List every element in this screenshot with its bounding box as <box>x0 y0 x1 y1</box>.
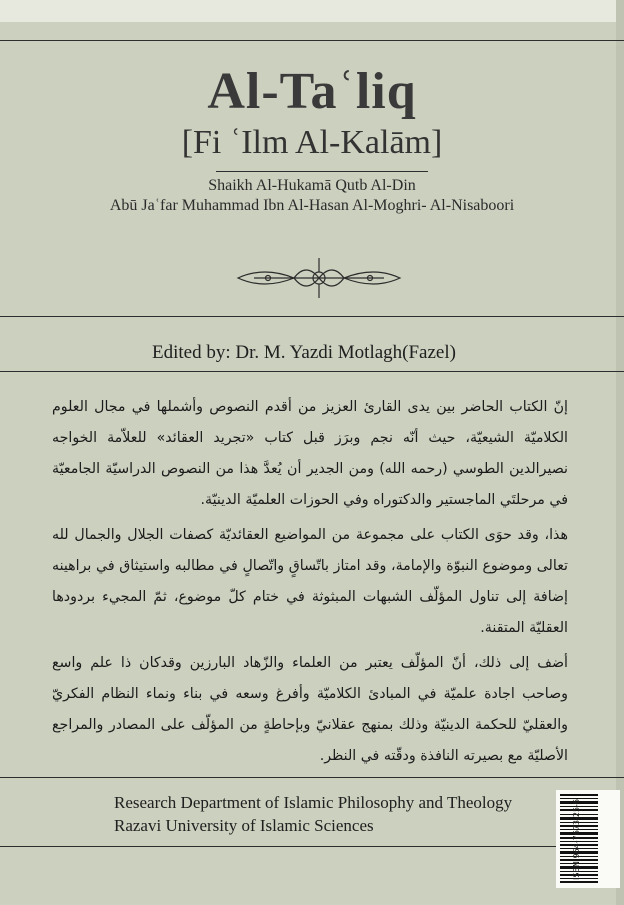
ornament-icon <box>234 256 404 300</box>
author-separator-rule <box>216 171 428 172</box>
mid-rule-2 <box>0 371 624 372</box>
author-line-2: Abū Jaʿfar Muhammad Ibn Al-Hasan Al-Moghri- Al-Nisaboori <box>109 197 515 214</box>
editor-credit: Edited by: Dr. M. Yazdi Motlagh(Fazel) <box>152 342 456 363</box>
top-rule <box>0 40 624 41</box>
book-subtitle: [Fi ʿIlm Al-Kalām] <box>181 124 443 161</box>
bottom-rule-1 <box>0 777 624 778</box>
bottom-rule-2 <box>0 846 556 847</box>
isbn-label: ISBN 964-7673-25-6 <box>572 798 581 880</box>
mid-rule-1 <box>0 316 624 317</box>
description-paragraph-2: هذا، وقد حوَى الكتاب على مجموعة من المواضيع العقائديّة كصفات الجلال والجمال لله تعالى وموضوع النبوّة والإمامة، وقد امتاز باتّساقٍ واتّصالٍ في مطالبه واستيثاق في براهينه إضافة إلى تناول المؤلّف الشبهات المبثوثة في ختام كلّ موضوع، ثمّ المجيء بردودها العقليّة المتقنة. <box>52 527 568 636</box>
publisher-line-2: Razavi University of Islamic Sciences <box>114 816 374 835</box>
publisher-line-1: Research Department of Islamic Philosophy and Theology <box>114 793 513 812</box>
cover-top-edge <box>0 0 624 22</box>
author-line-1: Shaikh Al-Hukamā Qutb Al-Din <box>208 177 416 194</box>
book-title: Al-Taʿliq <box>207 63 417 120</box>
barcode-icon <box>556 790 620 888</box>
description-paragraph-3: أضف إلى ذلك، أنّ المؤلّف يعتبر من العلماء والزّهاد البارزين وقدكان ذا علم واسع وصاحب اجادة علميّة في المبادئ الكلاميّة وأفرغ وسعه في بناء ونماء النظام الفكريّ والعقليّ للحكمة الدينيّة وذلك بمنهج عقلانيّ وبإحاطةٍ من المؤلّف على المصادر والمراجع الأصليّة مع بصيرته النافذة ودقّته في النظر. <box>52 655 568 764</box>
description-paragraph-1: إنّ الكتاب الحاضر بين يدى القارئ العزيز من أقدم النصوص وأشملها في مجال العلوم الكلاميّة الشيعيّة، حيث أنّه نجم وبرَز قبل كتاب «تجريد العقائد» للعلاّمة الخواجه نصيرالدين الطوسي (رحمه الله) ومن الجدير أن يُعدَّ هذا من النصوص الدراسيّة الجامعيّة في مرحلتَي الماجستير والدكتوراه وفي الحوزات العلميّة الدينيّة. <box>52 399 568 508</box>
arabic-description <box>52 392 568 776</box>
